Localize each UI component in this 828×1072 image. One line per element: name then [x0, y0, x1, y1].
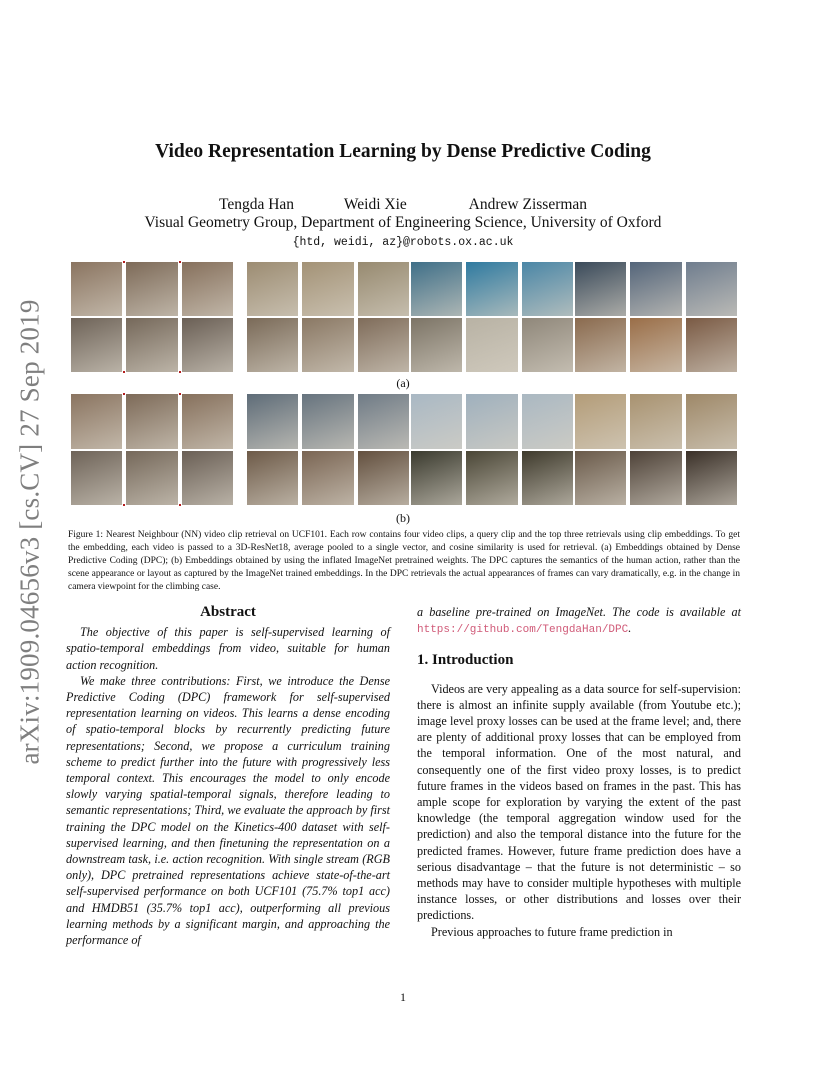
video-frame [521, 393, 574, 450]
figure-caption: Figure 1: Nearest Neighbour (NN) video clip retrieval on UCF101. Each row contains four video clips, a query clip and the top three retrievals using clip embeddings. To get the embedding, each video is passed to a 3D-ResNet18, average pooled to a single vector, and cosine similarity is used for retrieval. (a) Embeddings obtained by Dense Predictive Coding (DPC); (b) Embeddings obtained by using the inflated ImageNet pretrained weights. The DPC captures the semantics of the human action, rather than the scene appearance or layout as captured by the ImageNet trained embeddings. In the DPC retrievals the actual appearances of frames can vary dramatically, e.g. in the change in camera viewpoint for the climbing case. [68, 530, 740, 592]
video-frame [181, 261, 234, 317]
video-frame [181, 450, 234, 507]
video-frame [357, 393, 410, 450]
video-frame [410, 393, 463, 450]
query-clip [70, 393, 234, 506]
video-frame [465, 393, 518, 450]
abstract-paragraph: We make three contributions: First, we introduce the Dense Predictive Coding (DPC) framework for self-supervised representation learning on videos. This learns a dense encoding of spatio-temporal blocks by recurrently predicting future representations; Second, we propose a curriculum training scheme to predict further into the future with progressively less temporal context. This encourages the model to only encode slowly varying spatial-temporal signals, therefore leading to semantic representations; Third, we evaluate the approach by first training the DPC model on the Kinetics-400 dataset with self-supervised learning, and then finetuning the representation on a downstream task, i.e. action recognition. With single stream (RGB only), DPC pretrained representations achieve state-of-the-art self-supervised performance on both UCF101 (75.7% top1 acc) and HMDB51 (35.7% top1 acc), outperforming all previous learning methods by a significant margin, and approaching the performance of [66, 673, 390, 948]
video-frame [357, 317, 410, 373]
video-frame [301, 393, 354, 450]
video-frame [301, 261, 354, 317]
video-frame [465, 317, 518, 373]
video-frame [685, 317, 738, 373]
video-frame [357, 261, 410, 317]
video-frame [181, 317, 234, 373]
arxiv-stamp-text: arXiv:1909.04656v3 [cs.CV] 27 Sep 2019 [14, 299, 45, 765]
affiliation: Visual Geometry Group, Department of Engineering Science, University of Oxford [144, 214, 662, 231]
abstract-column [66, 604, 390, 948]
video-frame [685, 450, 738, 507]
video-frame [70, 261, 123, 317]
video-frame [70, 393, 123, 450]
retrieval-clip [410, 261, 574, 373]
retrieval-clip [574, 393, 738, 506]
video-frame [125, 317, 178, 373]
email: {htd, weidi, az}@robots.ox.ac.uk [292, 236, 514, 249]
video-frame [521, 261, 574, 317]
video-frame [246, 450, 299, 507]
intro-paragraph: Videos are very appealing as a data source for self-supervision: there is almost an infinite supply available (from Youtube etc.); image level proxy losses can be used at the frame level; and, there are plenty of additional proxy losses that can be employed from the temporal information. One of the most natural, and consequently one of the first video proxy losses, is to predict future frames in the videos based on frames in the past. This has ample scope for exploration by varying the extent of the past knowledge (the temporal aggregation window used for the prediction) and also the temporal distance into the future for the predicted frames. However, future frame prediction does have a serious disadvantage – that the future is not deterministic – so methods may have to consider multiple hypotheses with multiple instance losses, or other distributions and losses over their predictions. [417, 681, 741, 923]
arxiv-stamp [8, 282, 52, 782]
video-frame [685, 393, 738, 450]
retrieval-clip [246, 261, 410, 373]
retrieval-clip [410, 393, 574, 506]
video-frame [574, 450, 627, 507]
page-number: 1 [400, 990, 406, 1004]
video-frame [125, 450, 178, 507]
video-frame [246, 261, 299, 317]
video-frame [125, 393, 178, 450]
abstract-paragraph-end [417, 604, 741, 638]
video-frame [629, 317, 682, 373]
video-frame [410, 261, 463, 317]
period: . [628, 621, 632, 636]
video-frame [629, 261, 682, 317]
author-name: Tengda Han [218, 196, 295, 213]
intro-heading: 1. Introduction [417, 652, 514, 669]
intro-paragraph: Previous approaches to future frame prediction in [431, 924, 673, 939]
abstract-heading: Abstract [200, 604, 256, 620]
retrieval-clip [574, 261, 738, 373]
video-frame [70, 317, 123, 373]
video-frame [301, 450, 354, 507]
video-frame [521, 317, 574, 373]
video-frame [357, 450, 410, 507]
figure-panel-b [70, 393, 738, 506]
authors [0, 196, 806, 214]
video-frame [301, 317, 354, 373]
abstract-paragraph: The objective of this paper is self-supervised learning of spatio-temporal embeddings from video, suitable for human action recognition. [66, 625, 390, 672]
video-frame [246, 393, 299, 450]
video-frame [574, 261, 627, 317]
video-frame [629, 450, 682, 507]
author-name: Weidi Xie [343, 196, 407, 213]
figure-label-b: (b) [396, 511, 410, 525]
video-frame [181, 393, 234, 450]
video-frame [70, 450, 123, 507]
video-frame [574, 393, 627, 450]
video-frame [629, 393, 682, 450]
video-frame [410, 450, 463, 507]
paper-title: Video Representation Learning by Dense Predictive Coding [155, 141, 651, 162]
video-frame [465, 261, 518, 317]
query-clip [70, 261, 234, 373]
video-frame [574, 317, 627, 373]
video-frame [410, 317, 463, 373]
right-column [417, 604, 741, 940]
retrieval-clip [246, 393, 410, 506]
video-frame [465, 450, 518, 507]
video-frame [521, 450, 574, 507]
figure-panel-a [70, 261, 738, 373]
author-name: Andrew Zisserman [468, 196, 588, 213]
code-link[interactable]: https://github.com/TengdaHan/DPC [417, 624, 629, 637]
figure-label-a: (a) [396, 376, 410, 390]
video-frame [246, 317, 299, 373]
video-frame [125, 261, 178, 317]
video-frame [685, 261, 738, 317]
abstract-text: a baseline pre-trained on ImageNet. The code is available at [417, 605, 741, 619]
